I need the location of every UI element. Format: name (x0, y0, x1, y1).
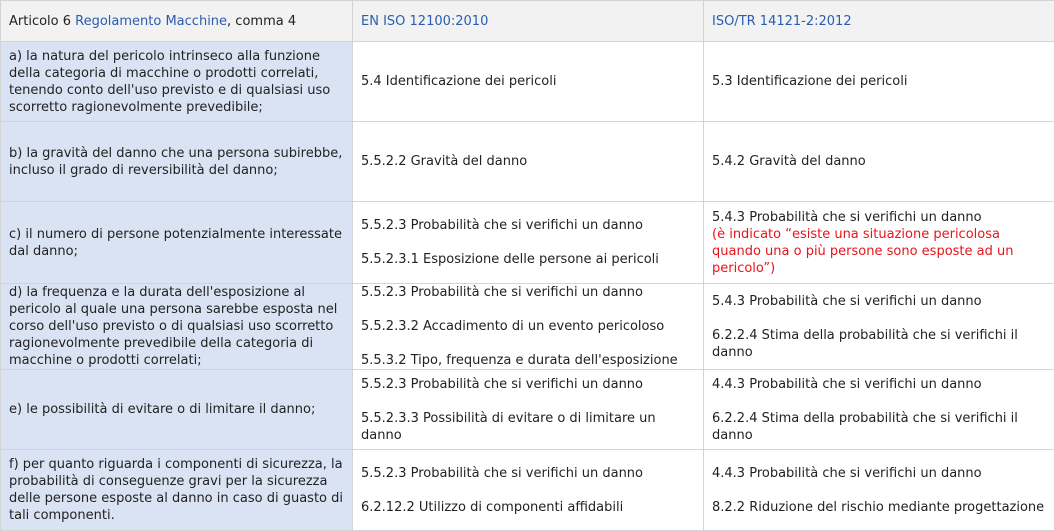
clause-ref: 6.2.12.2 Utilizzo di componenti affidabili (361, 499, 695, 516)
spacer (361, 335, 695, 352)
requirement-cell: e) le possibilità di evitare o di limitare il danno; (1, 370, 353, 450)
clause-ref: 5.4.2 Gravità del danno (712, 153, 1046, 170)
en-iso-12100-cell (353, 42, 704, 122)
iso-tr-14121-link[interactable]: ISO/TR 14121-2:2012 (712, 14, 852, 29)
header-en-iso-12100 (353, 1, 704, 42)
spacer (712, 482, 1046, 499)
iso-tr-14121-cell (704, 42, 1054, 122)
clause-ref: 5.4.3 Probabilità che si verifichi un danno (712, 293, 1046, 310)
table-row (1, 450, 1054, 531)
requirement-cell: f) per quanto riguarda i componenti di sicurezza, la probabilità di conseguenze gravi per la sicurezza delle persone esposte al danno in caso di guasto di tali componenti. (1, 450, 353, 531)
clause-note: (è indicato “esiste una situazione pericolosa quando una o più persone sono esposte ad un pericolo”) (712, 226, 1046, 277)
requirement-cell: b) la gravità del danno che una persona subirebbe, incluso il grado di reversibilità del danno; (1, 122, 353, 202)
header-article-suffix: , comma 4 (227, 14, 296, 29)
clause-ref: 5.5.2.3 Probabilità che si verifichi un danno (361, 284, 695, 301)
requirement-cell: d) la frequenza e la durata dell'esposizione al pericolo al quale una persona sarebbe esposta nel corso dell'uso previsto o di qualsiasi uso scorretto ragionevolmente prevedibile della categoria di macchine o prodotti correlati; (1, 284, 353, 370)
clause-ref: 5.5.2.3.3 Possibilità di evitare o di limitare un danno (361, 410, 695, 444)
clause-ref: 5.5.2.3.1 Esposizione delle persone ai pericoli (361, 251, 695, 268)
clause-ref: 5.4 Identificazione dei pericoli (361, 73, 695, 90)
spacer (712, 393, 1046, 410)
iso-tr-14121-cell (704, 370, 1054, 450)
clause-ref: 6.2.2.4 Stima della probabilità che si verifichi il danno (712, 327, 1046, 361)
requirement-cell: c) il numero di persone potenzialmente interessate dal danno; (1, 202, 353, 284)
header-article (1, 1, 353, 42)
header-iso-tr-14121 (704, 1, 1054, 42)
iso-tr-14121-cell (704, 202, 1054, 284)
clause-ref: 5.4.3 Probabilità che si verifichi un danno (712, 209, 1046, 226)
iso-tr-14121-cell (704, 122, 1054, 202)
clause-ref: 5.5.2.3.2 Accadimento di un evento pericoloso (361, 318, 695, 335)
table-row (1, 202, 1054, 284)
spacer (361, 482, 695, 499)
en-iso-12100-link[interactable]: EN ISO 12100:2010 (361, 14, 488, 29)
spacer (361, 234, 695, 251)
table-header-row (1, 1, 1054, 42)
table-row (1, 284, 1054, 370)
clause-ref: 8.2.2 Riduzione del rischio mediante progettazione (712, 499, 1046, 516)
en-iso-12100-cell (353, 284, 704, 370)
en-iso-12100-cell (353, 122, 704, 202)
clause-ref: 6.2.2.4 Stima della probabilità che si verifichi il danno (712, 410, 1046, 444)
iso-tr-14121-cell (704, 284, 1054, 370)
clause-ref: 5.5.2.3 Probabilità che si verifichi un danno (361, 376, 695, 393)
en-iso-12100-cell (353, 202, 704, 284)
clause-ref: 5.5.2.2 Gravità del danno (361, 153, 695, 170)
table-row (1, 42, 1054, 122)
spacer (361, 393, 695, 410)
table-row (1, 370, 1054, 450)
spacer (361, 301, 695, 318)
clause-ref: 5.5.2.3 Probabilità che si verifichi un danno (361, 465, 695, 482)
clause-ref: 5.3 Identificazione dei pericoli (712, 73, 1046, 90)
en-iso-12100-cell (353, 450, 704, 531)
regolamento-macchine-link[interactable]: Regolamento Macchine (75, 14, 227, 29)
spacer (712, 310, 1046, 327)
en-iso-12100-cell (353, 370, 704, 450)
requirement-cell: a) la natura del pericolo intrinseco alla funzione della categoria di macchine o prodotti correlati, tenendo conto dell'uso previsto e di qualsiasi uso scorretto ragionevolmente prevedibile; (1, 42, 353, 122)
iso-tr-14121-cell (704, 450, 1054, 531)
header-article-prefix: Articolo 6 (9, 14, 75, 29)
clause-ref: 4.4.3 Probabilità che si verifichi un danno (712, 376, 1046, 393)
clause-ref: 4.4.3 Probabilità che si verifichi un danno (712, 465, 1046, 482)
clause-ref: 5.5.3.2 Tipo, frequenza e durata dell'esposizione (361, 352, 695, 369)
table-row (1, 122, 1054, 202)
clause-ref: 5.5.2.3 Probabilità che si verifichi un danno (361, 217, 695, 234)
